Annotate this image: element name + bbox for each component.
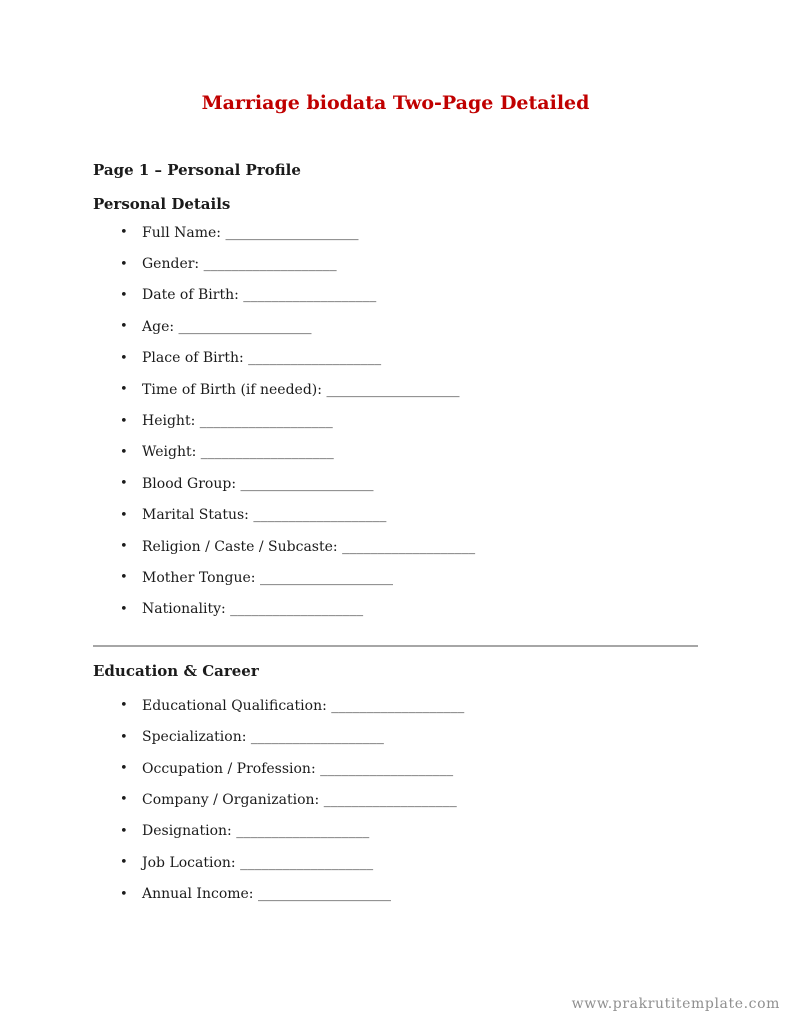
list-item [93,468,698,499]
blank-line: ___________________ [240,854,374,871]
field-label: Height: [142,413,200,430]
field-label: Age: [142,318,179,335]
blank-line: ___________________ [230,601,364,618]
blank-line: ___________________ [236,823,370,840]
field-label: Educational Qualification: [142,697,332,714]
bullet-icon: • [120,601,128,617]
blank-line: ___________________ [320,760,454,777]
bullet-icon: • [120,319,128,335]
blank-line: ___________________ [257,886,391,903]
blank-line: ___________________ [248,350,382,367]
field-label: Specialization: [142,729,251,746]
list-item [93,280,698,311]
bullet-icon: • [120,570,128,586]
bullet-icon: • [120,382,128,398]
field-label: Blood Group: [142,475,241,492]
list-item [93,816,698,847]
bullet-icon: • [120,698,128,714]
bullet-icon: • [120,444,128,460]
blank-line: ___________________ [243,287,377,304]
field-label: Company / Organization: [142,791,324,808]
section-divider [93,645,698,647]
blank-line: ___________________ [342,538,476,555]
field-label: Gender: [142,256,204,273]
bullet-icon: • [120,539,128,555]
bullet-icon: • [120,507,128,523]
field-label: Mother Tongue: [142,569,260,586]
bullet-icon: • [120,792,128,808]
list-item [93,753,698,784]
blank-line: ___________________ [326,381,460,398]
list-item [93,405,698,436]
field-label: Date of Birth: [142,287,244,304]
list-item [93,784,698,815]
list-item [93,311,698,342]
page-heading: Page 1 – Personal Profile [93,161,301,179]
list-item [93,594,698,625]
blank-line: ___________________ [259,569,393,586]
list-item [93,690,698,721]
bullet-icon: • [120,761,128,777]
list-item [93,562,698,593]
bullet-icon: • [120,855,128,871]
field-label: Weight: [142,444,201,461]
field-label: Annual Income: [142,886,258,903]
bullet-icon: • [120,886,128,902]
blank-line: ___________________ [240,475,374,492]
bullet-icon: • [120,476,128,492]
blank-line: ___________________ [199,413,333,430]
field-label: Designation: [142,823,237,840]
field-label: Religion / Caste / Subcaste: [142,538,343,555]
bullet-icon: • [120,823,128,839]
blank-line: ___________________ [250,729,384,746]
list-item [93,500,698,531]
bullet-icon: • [120,729,128,745]
list-item [93,217,698,248]
blank-line: ___________________ [203,256,337,273]
list-item [93,721,698,752]
blank-line: ___________________ [253,507,387,524]
blank-line: ___________________ [178,318,312,335]
footer-website-link[interactable]: www.prakrutitemplate.com [571,996,780,1012]
blank-line: ___________________ [225,224,359,241]
personal-details-list [93,217,698,625]
blank-line: ___________________ [200,444,334,461]
bullet-icon: • [120,256,128,272]
bullet-icon: • [120,287,128,303]
document-title: Marriage biodata Two-Page Detailed [201,92,590,114]
list-item [93,878,698,909]
field-label: Nationality: [142,601,231,618]
list-item [93,531,698,562]
list-item [93,248,698,279]
list-item [93,374,698,405]
list-item [93,847,698,878]
bullet-icon: • [120,350,128,366]
section-heading-education-career: Education & Career [93,662,259,681]
field-label: Job Location: [142,854,241,871]
field-label: Place of Birth: [142,350,249,367]
blank-line: ___________________ [323,791,457,808]
section-heading-personal-details: Personal Details [93,195,231,213]
field-label: Marital Status: [142,507,254,524]
field-label: Time of Birth (if needed): [142,381,327,398]
list-item [93,343,698,374]
bullet-icon: • [120,413,128,429]
blank-line: ___________________ [331,697,465,714]
list-item [93,437,698,468]
field-label: Occupation / Profession: [142,760,321,777]
bullet-icon: • [120,225,128,241]
field-label: Full Name: [142,224,226,241]
education-career-list [93,690,698,910]
